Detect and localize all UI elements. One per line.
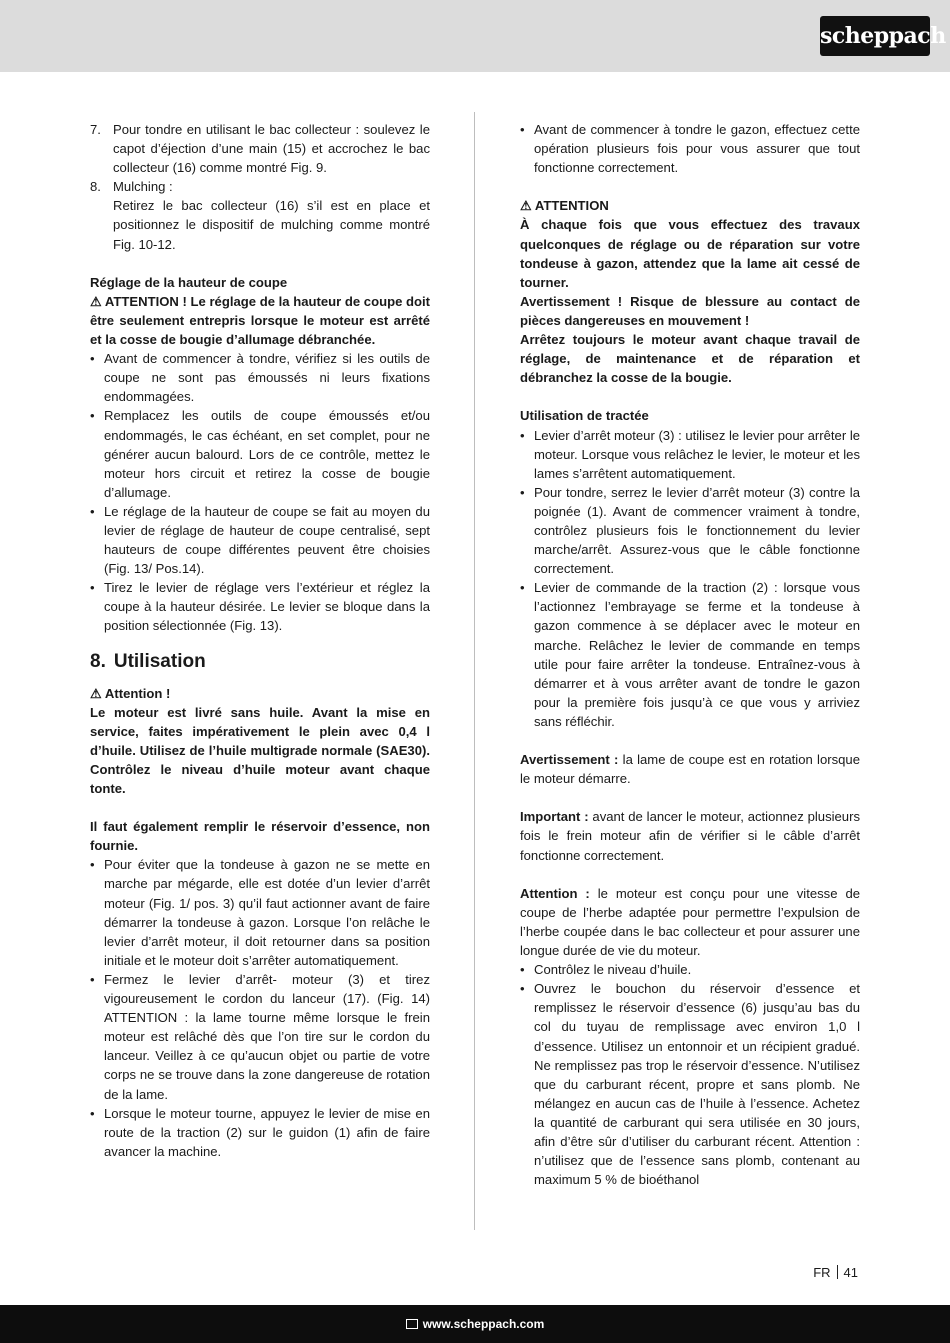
page-number: 41 [843, 1265, 858, 1280]
list-item: • Avant de commencer à tondre le gazon, effectuez cette opération plusieurs fois pour vous assurer que tout fonctionne correctement. [520, 120, 860, 177]
attention-label: ⚠ Attention ! [90, 685, 171, 701]
first-list [520, 120, 860, 177]
footer-bar [0, 1305, 950, 1343]
section-heading [90, 650, 430, 674]
item-number: 8. [90, 179, 101, 195]
section-number: 8. [90, 650, 106, 672]
attention2-text: le moteur est conçu pour une vitesse de coupe de l’herbe adaptée pour permettre l’expulsion de l’herbe coupée dans le bac collecteur et pour assurer une longue durée de vie du moteur. [520, 885, 861, 959]
list-item: • Ouvrez le bouchon du réservoir d’essence et remplissez le réservoir d’essence (6) jusqu’au bas du col du tuyau de remplissage avec environ 1,0 l d’essence. Utilisez un entonnoir et un récipient gradué. Ne remplissez pas trop le réservoir d’essence. N’utilisez que du carburant récent, propre et sans plomb. Ne mélangez en aucun cas de l’huile à l’essence. Achetez la quantité de carburant qui sera utilisée en 30 jours, afin d’être sûr d’utiliser du carburant récent. Attention : n’utilisez que de l’essence sans plomb, contenant au maximum 5 % de bioéthanol [520, 979, 860, 1189]
hauteur-list [90, 349, 430, 635]
section-title: Utilisation [113, 650, 206, 672]
item-text: Retirez le bac collecteur (16) s’il est en place et positionnez le dispositif de mulching comme montré Fig. 10-12. [113, 198, 430, 252]
traction-list [520, 426, 860, 732]
list-item: • Contrôlez le niveau d’huile. [520, 960, 860, 979]
brand-logo: scheppach [820, 16, 930, 56]
attention-text: Le moteur est livré sans huile. Avant la mise en service, faites impérativement le plein avec 0,4 l d’huile. Utilisez de l’huile multigrade normale (SAE30). Contrôlez le niveau d’huile moteur avant chaque tonte. [90, 704, 430, 796]
important-paragraph [520, 807, 860, 864]
list-item: • Fermez le levier d’arrêt- moteur (3) et tirez vigoureusement le cordon du lanceur (17). (Fig. 14) ATTENTION : la lame tourne même lorsque le frein moteur est relâché dès que l’on tire sur le cordon du lanceur. Veillez à ce qu’aucun objet ou partie de votre corps ne se trouve dans la zone dangereuse de rotation de la lame. [90, 970, 430, 1104]
column-divider [474, 112, 475, 1230]
attention-label: ⚠ ATTENTION [520, 198, 609, 214]
list-item: • Pour tondre, serrez le levier d’arrêt moteur (3) contre la poignée (1). Avant de commencer vraiment à tondre, contrôlez plusieurs fois le fonctionnement du levier marche/arrêt. Assurez-vous que le câble fonctionne correctement. [520, 483, 860, 578]
important-text: avant de lancer le moteur, actionnez plusieurs fois le frein moteur afin de vérifier si le câble d’arrêt fonctionne correctement. [520, 809, 860, 863]
list-item: • Tirez le levier de réglage vers l’extérieur et réglez la coupe à la hauteur désirée. Le levier se bloque dans la position sélectionnée (Fig. 13). [90, 578, 430, 635]
list-item: • Levier de commande de la traction (2) : lorsque vous l’actionnez l’embrayage se ferme et la tondeuse à gazon commence à se déplacer avec le moteur en marche. Relâchez le levier de commande en temps utile pour faire arrêter la tondeuse. Entraînez-vous à démarrer et à vous arrêter avant de tondre le gazon pour la première fois jusqu’à ce que vous y arriviez sans réfléchir. [520, 578, 860, 731]
item-number: 7. [90, 122, 101, 137]
avertissement-text: la lame de coupe est en rotation lorsque le moteur démarre. [520, 752, 860, 787]
list-item: • Le réglage de la hauteur de coupe se fait au moyen du levier de réglage de hauteur de coupe centralisé, sept hauteurs de coupe différentes peuvent être choisies (Fig. 13/ Pos.14). [90, 502, 430, 578]
attention-text: Arrêtez toujours le moteur avant chaque travail de réglage, de maintenance et de réparation et débranchez la cosse de la bougie. [520, 332, 860, 386]
utilisation-list [90, 855, 430, 1161]
list-item: • Pour éviter que la tondeuse à gazon ne se mette en marche par mégarde, elle est dotée d’un levier d’arrêt moteur (Fig. 1/ pos. 3) qu’il faut actionner avant de faire démarrer la tondeuse à gazon. Lorsque l’on relâche le levier d’arrêt moteur, il doit retourner dans sa position initiale et le moteur doit s’arrêter automatiquement. [90, 855, 430, 970]
subsection-title: Réglage de la hauteur de coupe [90, 274, 288, 290]
website-link[interactable]: www.scheppach.com [422, 1317, 545, 1331]
item-text: Pour tondre en utilisant le bac collecteur : soulevez le capot d’éjection d’une main (15) et accrochez le bac collecteur (16) comme montré Fig. 9. [113, 122, 430, 176]
attention2-label: Attention : [520, 885, 590, 901]
avertissement-paragraph [520, 750, 860, 788]
attention-text: À chaque fois que vous effectuez des travaux quelconques de réglage ou de réparation sur votre tondeuse à gazon, attendez que la lame ait cessé de tourner. [520, 217, 860, 290]
avertissement-label: Avertissement : [520, 752, 619, 768]
list-item-8 [90, 177, 430, 253]
attention2-paragraph [520, 884, 860, 960]
list-item: • Levier d’arrêt moteur (3) : utilisez le levier pour arrêter le moteur. Lorsque vous relâchez le levier, le moteur et les lames s’arrêtent automatiquement. [520, 426, 860, 483]
list-item: • Remplacez les outils de coupe émoussés et/ou endommagés, le cas échéant, en set complet, pour ne générer aucun balourd. Lors de ce contrôle, mettez le moteur hors circuit et retirez la cosse de bougie d’allumage. [90, 406, 430, 501]
left-column [90, 120, 430, 1161]
list-item: • Avant de commencer à tondre, vérifiez si les outils de coupe ne sont pas émoussés ni leurs fixations endommagées. [90, 349, 430, 406]
attention-text: Avertissement ! Risque de blessure au contact de pièces dangereuses en mouvement ! [520, 293, 860, 328]
final-list [520, 960, 860, 1189]
page-number-block [813, 1265, 858, 1280]
list-item-7 [90, 120, 430, 177]
language-code: FR [813, 1265, 831, 1280]
item-title: Mulching : [113, 179, 173, 195]
monitor-icon [406, 1319, 418, 1329]
item-body [113, 177, 430, 253]
header-bar [0, 0, 950, 72]
subsection-title: Utilisation de tractée [520, 408, 649, 424]
warning-text: ⚠ ATTENTION ! Le réglage de la hauteur de coupe doit être seulement entrepris lorsque le moteur est arrêté et la cosse de bougie d’allumage débranchée. [90, 293, 430, 348]
essence-text: Il faut également remplir le réservoir d’essence, non fournie. [90, 819, 430, 854]
important-label: Important : [520, 809, 589, 825]
right-column [520, 120, 860, 1189]
list-item: • Lorsque le moteur tourne, appuyez le levier de mise en route de la traction (2) sur le guidon (1) afin de faire avancer la machine. [90, 1104, 430, 1161]
